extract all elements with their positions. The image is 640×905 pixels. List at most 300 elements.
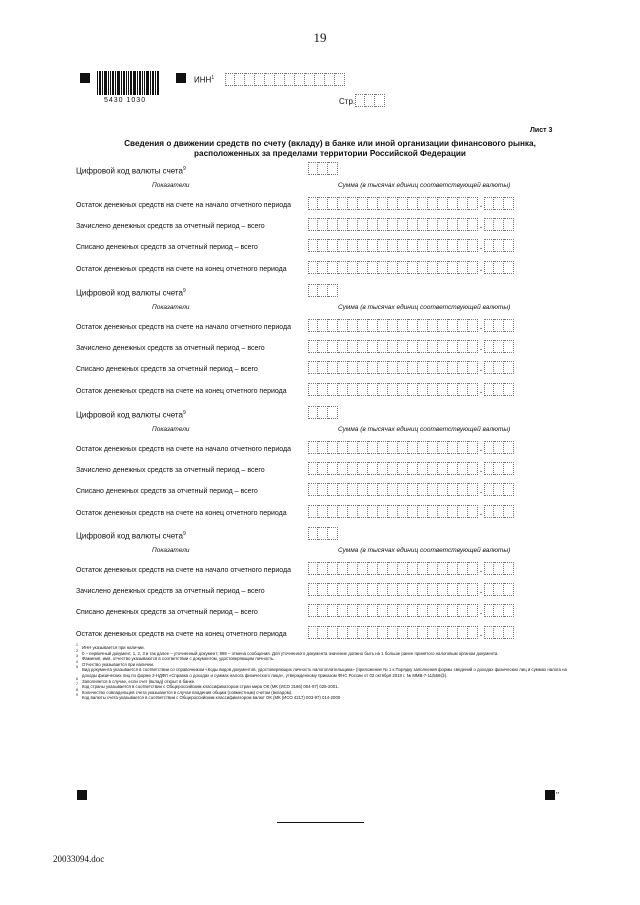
digit-cell[interactable] [358, 562, 368, 575]
digit-cell[interactable] [348, 604, 358, 617]
digit-cell[interactable] [484, 261, 494, 274]
digit-cell[interactable] [348, 483, 358, 496]
amount-fraction-field[interactable] [484, 383, 514, 396]
digit-cell[interactable] [484, 441, 494, 454]
digit-cell[interactable] [418, 383, 428, 396]
currency-code-field[interactable] [308, 284, 338, 297]
digit-cell[interactable] [358, 626, 368, 639]
digit-cell[interactable] [484, 583, 494, 596]
digit-cell[interactable] [398, 319, 408, 332]
digit-cell[interactable] [448, 197, 458, 210]
digit-cell[interactable] [398, 340, 408, 353]
digit-cell[interactable] [484, 505, 494, 518]
digit-cell[interactable] [318, 583, 328, 596]
digit-cell[interactable] [378, 505, 388, 518]
digit-cell[interactable] [418, 261, 428, 274]
digit-cell[interactable] [398, 604, 408, 617]
amount-integer-field[interactable] [308, 239, 478, 252]
digit-cell[interactable] [398, 361, 408, 374]
digit-cell[interactable] [494, 583, 504, 596]
digit-cell[interactable] [378, 483, 388, 496]
digit-cell[interactable] [494, 361, 504, 374]
digit-cell[interactable] [318, 604, 328, 617]
digit-cell[interactable] [418, 340, 428, 353]
digit-cell[interactable] [458, 483, 468, 496]
digit-cell[interactable] [494, 562, 504, 575]
digit-cell[interactable] [408, 626, 418, 639]
digit-cell[interactable] [328, 218, 338, 231]
digit-cell[interactable] [468, 505, 478, 518]
digit-cell[interactable] [504, 604, 514, 617]
digit-cell[interactable] [358, 197, 368, 210]
amount-integer-field[interactable] [308, 361, 478, 374]
digit-cell[interactable] [504, 505, 514, 518]
digit-cell[interactable] [318, 562, 328, 575]
amount-integer-field[interactable] [308, 383, 478, 396]
amount-fraction-field[interactable] [484, 361, 514, 374]
digit-cell[interactable] [428, 239, 438, 252]
amount-integer-field[interactable] [308, 261, 478, 274]
digit-cell[interactable] [378, 239, 388, 252]
digit-cell[interactable] [398, 562, 408, 575]
digit-cell[interactable] [338, 626, 348, 639]
amount-fraction-field[interactable] [484, 319, 514, 332]
digit-cell[interactable] [504, 361, 514, 374]
digit-cell[interactable] [308, 162, 318, 175]
digit-cell[interactable] [418, 483, 428, 496]
digit-cell[interactable] [418, 583, 428, 596]
digit-cell[interactable] [308, 383, 318, 396]
digit-cell[interactable] [504, 626, 514, 639]
digit-cell[interactable] [418, 319, 428, 332]
digit-cell[interactable] [348, 562, 358, 575]
digit-cell[interactable] [358, 218, 368, 231]
digit-cell[interactable] [484, 604, 494, 617]
digit-cell[interactable] [308, 261, 318, 274]
digit-cell[interactable] [358, 604, 368, 617]
digit-cell[interactable] [378, 218, 388, 231]
digit-cell[interactable] [438, 562, 448, 575]
digit-cell[interactable] [378, 462, 388, 475]
digit-cell[interactable] [318, 340, 328, 353]
digit-cell[interactable] [348, 441, 358, 454]
digit-cell[interactable] [504, 319, 514, 332]
digit-cell[interactable] [378, 441, 388, 454]
digit-cell[interactable] [428, 197, 438, 210]
digit-cell[interactable] [398, 239, 408, 252]
digit-cell[interactable] [388, 483, 398, 496]
digit-cell[interactable] [358, 483, 368, 496]
digit-cell[interactable] [328, 583, 338, 596]
digit-cell[interactable] [378, 604, 388, 617]
digit-cell[interactable] [398, 483, 408, 496]
digit-cell[interactable] [398, 197, 408, 210]
digit-cell[interactable] [448, 340, 458, 353]
digit-cell[interactable] [484, 340, 494, 353]
digit-cell[interactable] [428, 583, 438, 596]
digit-cell[interactable] [504, 218, 514, 231]
amount-fraction-field[interactable] [484, 583, 514, 596]
digit-cell[interactable] [368, 361, 378, 374]
digit-cell[interactable] [308, 197, 318, 210]
inn-field[interactable] [225, 73, 345, 86]
digit-cell[interactable] [308, 284, 318, 297]
digit-cell[interactable] [398, 583, 408, 596]
digit-cell[interactable] [408, 441, 418, 454]
digit-cell[interactable] [458, 505, 468, 518]
digit-cell[interactable] [338, 462, 348, 475]
digit-cell[interactable] [328, 319, 338, 332]
digit-cell[interactable] [408, 383, 418, 396]
digit-cell[interactable] [318, 626, 328, 639]
digit-cell[interactable] [318, 505, 328, 518]
amount-integer-field[interactable] [308, 462, 478, 475]
digit-cell[interactable] [348, 218, 358, 231]
digit-cell[interactable] [368, 441, 378, 454]
digit-cell[interactable] [308, 218, 318, 231]
digit-cell[interactable] [338, 583, 348, 596]
digit-cell[interactable] [438, 340, 448, 353]
digit-cell[interactable] [468, 441, 478, 454]
currency-code-field[interactable] [308, 406, 338, 419]
digit-cell[interactable] [328, 383, 338, 396]
digit-cell[interactable] [504, 583, 514, 596]
digit-cell[interactable] [468, 340, 478, 353]
digit-cell[interactable] [308, 583, 318, 596]
digit-cell[interactable] [308, 483, 318, 496]
digit-cell[interactable] [418, 197, 428, 210]
digit-cell[interactable] [388, 626, 398, 639]
digit-cell[interactable] [318, 162, 328, 175]
digit-cell[interactable] [318, 406, 328, 419]
digit-cell[interactable] [438, 604, 448, 617]
digit-cell[interactable] [328, 261, 338, 274]
digit-cell[interactable] [358, 319, 368, 332]
digit-cell[interactable] [484, 218, 494, 231]
digit-cell[interactable] [438, 319, 448, 332]
digit-cell[interactable] [428, 562, 438, 575]
digit-cell[interactable] [318, 197, 328, 210]
digit-cell[interactable] [418, 462, 428, 475]
digit-cell[interactable] [428, 261, 438, 274]
digit-cell[interactable] [494, 441, 504, 454]
digit-cell[interactable] [494, 218, 504, 231]
digit-cell[interactable] [438, 462, 448, 475]
digit-cell[interactable] [388, 505, 398, 518]
digit-cell[interactable] [338, 319, 348, 332]
digit-cell[interactable] [448, 218, 458, 231]
digit-cell[interactable] [468, 361, 478, 374]
digit-cell[interactable] [328, 284, 338, 297]
digit-cell[interactable] [318, 319, 328, 332]
digit-cell[interactable] [494, 505, 504, 518]
digit-cell[interactable] [438, 383, 448, 396]
digit-cell[interactable] [318, 483, 328, 496]
digit-cell[interactable] [484, 383, 494, 396]
digit-cell[interactable] [458, 583, 468, 596]
digit-cell[interactable] [378, 562, 388, 575]
digit-cell[interactable] [458, 197, 468, 210]
digit-cell[interactable] [378, 319, 388, 332]
digit-cell[interactable] [328, 462, 338, 475]
digit-cell[interactable] [378, 383, 388, 396]
digit-cell[interactable] [484, 319, 494, 332]
digit-cell[interactable] [328, 361, 338, 374]
digit-cell[interactable] [484, 483, 494, 496]
digit-cell[interactable] [494, 462, 504, 475]
digit-cell[interactable] [458, 261, 468, 274]
digit-cell[interactable] [418, 626, 428, 639]
digit-cell[interactable] [338, 361, 348, 374]
digit-cell[interactable] [418, 218, 428, 231]
digit-cell[interactable] [438, 361, 448, 374]
digit-cell[interactable] [438, 483, 448, 496]
digit-cell[interactable] [368, 261, 378, 274]
digit-cell[interactable] [398, 505, 408, 518]
digit-cell[interactable] [468, 483, 478, 496]
digit-cell[interactable] [458, 361, 468, 374]
digit-cell[interactable] [438, 197, 448, 210]
digit-cell[interactable] [308, 340, 318, 353]
digit-cell[interactable] [494, 197, 504, 210]
digit-cell[interactable] [308, 562, 318, 575]
digit-cell[interactable] [458, 340, 468, 353]
digit-cell[interactable] [338, 604, 348, 617]
digit-cell[interactable] [398, 383, 408, 396]
digit-cell[interactable] [318, 383, 328, 396]
digit-cell[interactable] [308, 239, 318, 252]
digit-cell[interactable] [438, 583, 448, 596]
digit-cell[interactable] [418, 562, 428, 575]
digit-cell[interactable] [338, 239, 348, 252]
digit-cell[interactable] [458, 239, 468, 252]
digit-cell[interactable] [448, 462, 458, 475]
digit-cell[interactable] [408, 261, 418, 274]
digit-cell[interactable] [418, 505, 428, 518]
digit-cell[interactable] [504, 383, 514, 396]
digit-cell[interactable] [338, 441, 348, 454]
digit-cell[interactable] [348, 197, 358, 210]
digit-cell[interactable] [504, 261, 514, 274]
digit-cell[interactable] [358, 239, 368, 252]
digit-cell[interactable] [468, 626, 478, 639]
digit-cell[interactable] [328, 197, 338, 210]
digit-cell[interactable] [318, 462, 328, 475]
digit-cell[interactable] [408, 462, 418, 475]
amount-fraction-field[interactable] [484, 483, 514, 496]
digit-cell[interactable] [338, 197, 348, 210]
digit-cell[interactable] [428, 218, 438, 231]
digit-cell[interactable] [318, 261, 328, 274]
digit-cell[interactable] [368, 626, 378, 639]
digit-cell[interactable] [358, 383, 368, 396]
digit-cell[interactable] [388, 441, 398, 454]
digit-cell[interactable] [358, 505, 368, 518]
digit-cell[interactable] [468, 583, 478, 596]
digit-cell[interactable] [308, 406, 318, 419]
amount-fraction-field[interactable] [484, 239, 514, 252]
digit-cell[interactable] [448, 383, 458, 396]
digit-cell[interactable] [428, 505, 438, 518]
amount-fraction-field[interactable] [484, 604, 514, 617]
amount-integer-field[interactable] [308, 340, 478, 353]
digit-cell[interactable] [438, 441, 448, 454]
digit-cell[interactable] [318, 441, 328, 454]
digit-cell[interactable] [388, 583, 398, 596]
digit-cell[interactable] [388, 383, 398, 396]
digit-cell[interactable] [428, 604, 438, 617]
digit-cell[interactable] [408, 239, 418, 252]
amount-fraction-field[interactable] [484, 218, 514, 231]
digit-cell[interactable] [448, 239, 458, 252]
digit-cell[interactable] [408, 604, 418, 617]
amount-fraction-field[interactable] [484, 197, 514, 210]
amount-integer-field[interactable] [308, 505, 478, 518]
digit-cell[interactable] [348, 583, 358, 596]
digit-cell[interactable] [504, 197, 514, 210]
digit-cell[interactable] [308, 441, 318, 454]
digit-cell[interactable] [418, 239, 428, 252]
digit-cell[interactable] [348, 505, 358, 518]
digit-cell[interactable] [388, 218, 398, 231]
digit-cell[interactable] [484, 626, 494, 639]
digit-cell[interactable] [494, 483, 504, 496]
amount-integer-field[interactable] [308, 319, 478, 332]
digit-cell[interactable] [448, 583, 458, 596]
amount-integer-field[interactable] [308, 562, 478, 575]
digit-cell[interactable] [318, 361, 328, 374]
digit-cell[interactable] [308, 527, 318, 540]
digit-cell[interactable] [318, 218, 328, 231]
digit-cell[interactable] [398, 261, 408, 274]
digit-cell[interactable] [338, 261, 348, 274]
digit-cell[interactable] [398, 462, 408, 475]
digit-cell[interactable] [348, 261, 358, 274]
digit-cell[interactable] [468, 218, 478, 231]
digit-cell[interactable] [328, 162, 338, 175]
digit-cell[interactable] [458, 462, 468, 475]
amount-integer-field[interactable] [308, 604, 478, 617]
digit-cell[interactable] [504, 562, 514, 575]
digit-cell[interactable] [378, 361, 388, 374]
digit-cell[interactable] [398, 218, 408, 231]
amount-fraction-field[interactable] [484, 261, 514, 274]
amount-integer-field[interactable] [308, 583, 478, 596]
digit-cell[interactable] [388, 562, 398, 575]
digit-cell[interactable] [428, 626, 438, 639]
digit-cell[interactable] [338, 505, 348, 518]
digit-cell[interactable] [428, 361, 438, 374]
digit-cell[interactable] [438, 239, 448, 252]
amount-integer-field[interactable] [308, 197, 478, 210]
digit-cell[interactable] [398, 626, 408, 639]
digit-cell[interactable] [428, 483, 438, 496]
digit-cell[interactable] [458, 604, 468, 617]
digit-cell[interactable] [428, 383, 438, 396]
digit-cell[interactable] [368, 583, 378, 596]
digit-cell[interactable] [428, 462, 438, 475]
digit-cell[interactable] [328, 483, 338, 496]
digit-cell[interactable] [468, 261, 478, 274]
digit-cell[interactable] [338, 562, 348, 575]
digit-cell[interactable] [308, 505, 318, 518]
digit-cell[interactable] [338, 383, 348, 396]
digit-cell[interactable] [368, 340, 378, 353]
digit-cell[interactable] [448, 483, 458, 496]
digit-cell[interactable] [438, 261, 448, 274]
digit-cell[interactable] [468, 239, 478, 252]
digit-cell[interactable] [484, 462, 494, 475]
digit-cell[interactable] [308, 626, 318, 639]
digit-cell[interactable] [494, 626, 504, 639]
digit-cell[interactable] [448, 441, 458, 454]
digit-cell[interactable] [468, 562, 478, 575]
amount-fraction-field[interactable] [484, 462, 514, 475]
digit-cell[interactable] [348, 361, 358, 374]
amount-fraction-field[interactable] [484, 441, 514, 454]
digit-cell[interactable] [408, 197, 418, 210]
digit-cell[interactable] [484, 239, 494, 252]
digit-cell[interactable] [368, 218, 378, 231]
digit-cell[interactable] [484, 197, 494, 210]
digit-cell[interactable] [494, 340, 504, 353]
amount-integer-field[interactable] [308, 441, 478, 454]
amount-fraction-field[interactable] [484, 340, 514, 353]
digit-cell[interactable] [504, 462, 514, 475]
digit-cell[interactable] [308, 361, 318, 374]
currency-code-field[interactable] [308, 162, 338, 175]
digit-cell[interactable] [408, 361, 418, 374]
digit-cell[interactable] [504, 239, 514, 252]
digit-cell[interactable] [408, 483, 418, 496]
digit-cell[interactable] [368, 383, 378, 396]
digit-cell[interactable] [494, 319, 504, 332]
digit-cell[interactable] [458, 441, 468, 454]
digit-cell[interactable] [388, 239, 398, 252]
digit-cell[interactable] [448, 505, 458, 518]
digit-cell[interactable] [438, 626, 448, 639]
digit-cell[interactable] [388, 261, 398, 274]
digit-cell[interactable] [388, 197, 398, 210]
digit-cell[interactable] [318, 527, 328, 540]
digit-cell[interactable] [448, 604, 458, 617]
amount-integer-field[interactable] [308, 626, 478, 639]
digit-cell[interactable] [348, 319, 358, 332]
digit-cell[interactable] [484, 562, 494, 575]
digit-cell[interactable] [378, 340, 388, 353]
digit-cell[interactable] [368, 505, 378, 518]
amount-fraction-field[interactable] [484, 626, 514, 639]
digit-cell[interactable] [504, 483, 514, 496]
digit-cell[interactable] [494, 261, 504, 274]
digit-cell[interactable] [468, 197, 478, 210]
digit-cell[interactable] [328, 505, 338, 518]
digit-cell[interactable] [448, 626, 458, 639]
amount-fraction-field[interactable] [484, 505, 514, 518]
digit-cell[interactable] [328, 406, 338, 419]
digit-cell[interactable] [368, 483, 378, 496]
digit-cell[interactable] [418, 604, 428, 617]
digit-cell[interactable] [328, 527, 338, 540]
digit-cell[interactable] [338, 218, 348, 231]
digit-cell[interactable] [438, 218, 448, 231]
page-field[interactable] [355, 94, 385, 107]
amount-fraction-field[interactable] [484, 562, 514, 575]
digit-cell[interactable] [458, 218, 468, 231]
digit-cell[interactable] [468, 383, 478, 396]
digit-cell[interactable] [398, 441, 408, 454]
digit-cell[interactable] [448, 562, 458, 575]
